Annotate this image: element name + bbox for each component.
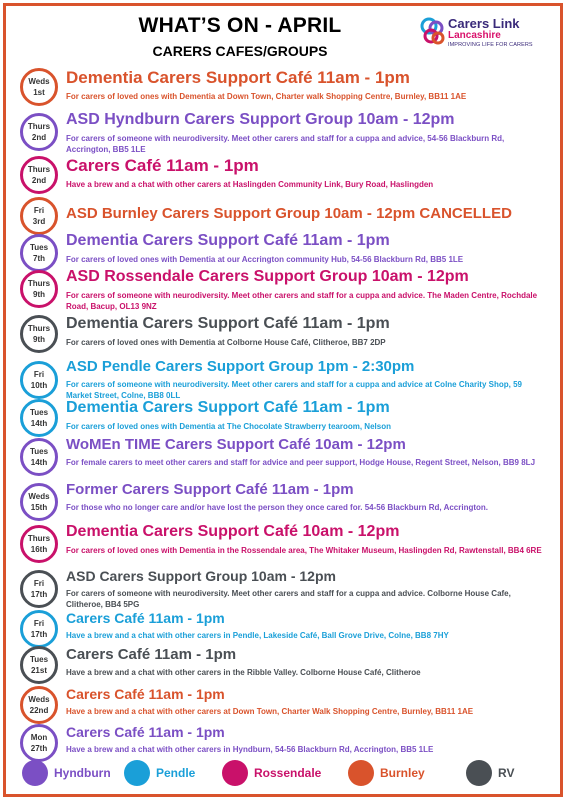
event-title: ASD Hyndburn Carers Support Group 10am - 12pm xyxy=(66,111,455,128)
date-badge-date: 27th xyxy=(30,744,48,753)
carers-link-logo-icon xyxy=(420,16,446,46)
date-badge xyxy=(20,234,58,272)
event-title: Carers Café 11am - 1pm xyxy=(66,724,225,740)
date-badge-date: 16th xyxy=(30,545,48,554)
event-title: Carers Café 11am - 1pm xyxy=(66,610,225,626)
event-title: WoMEn TIME Carers Support Café 10am - 12pm xyxy=(66,436,406,453)
date-badge xyxy=(20,570,58,608)
event-description: For carers of someone with neurodiversity. Meet other carers and staff for a cuppa and advice, 54-56 Blackburn Rd, Accrington, BB5 1LE xyxy=(66,134,505,154)
logo-region: Lancashire xyxy=(448,30,501,41)
date-badge-date: 1st xyxy=(33,88,45,97)
date-badge-date: 15th xyxy=(30,503,48,512)
event-description: For female carers to meet other carers and staff for advice and peer support, Hodge House, Regent Street, Nelson, BB9 8LJ xyxy=(66,458,536,467)
date-badge xyxy=(20,646,58,684)
date-badge-date: 9th xyxy=(33,335,45,344)
logo-tagline: IMPROVING LIFE FOR CARERS xyxy=(448,42,533,48)
date-badge-date: 14th xyxy=(30,458,48,467)
legend-swatch xyxy=(466,760,492,786)
event-description: For carers of someone with neurodiversity. Meet other carers and staff for a cuppa and advice. The Maden Centre, Rochdale Road, Bacup, OL13 9NZ xyxy=(66,291,538,311)
legend-label: Pendle xyxy=(156,766,196,780)
legend-swatch xyxy=(222,760,248,786)
event-title: Dementia Carers Support Café 11am - 1pm xyxy=(66,232,390,249)
event-title: ASD Burnley Carers Support Group 10am - 12pm CANCELLED xyxy=(66,205,512,222)
date-badge xyxy=(20,686,58,724)
date-badge-date: 2nd xyxy=(31,176,47,185)
legend-swatch xyxy=(22,760,48,786)
date-badge-date: 14th xyxy=(30,419,48,428)
date-badge-day: Tues xyxy=(29,243,49,252)
date-badge-day: Tues xyxy=(29,655,49,664)
date-badge xyxy=(20,610,58,648)
logo-name: Carers Link xyxy=(448,16,520,31)
legend-label: RV xyxy=(498,766,515,780)
event-description: Have a brew and a chat with other carers in Pendle, Lakeside Café, Ball Grove Drive, Colne, BB8 7HY xyxy=(66,631,449,640)
event-title: ASD Carers Support Group 10am - 12pm xyxy=(66,568,336,584)
carers-link-logo xyxy=(420,16,560,56)
legend-swatch xyxy=(348,760,374,786)
date-badge-day: Thurs xyxy=(27,324,51,333)
event-description: For carers of someone with neurodiversity. Meet other carers and staff for a cuppa and advice at Colne Charity Shop, 59 Market Street, Colne, BB8 0LL xyxy=(66,380,522,400)
date-badge xyxy=(20,399,58,437)
date-badge xyxy=(20,361,58,399)
date-badge-day: Weds xyxy=(28,77,50,86)
legend-label: Burnley xyxy=(380,766,425,780)
date-badge-day: Thurs xyxy=(27,534,51,543)
date-badge xyxy=(20,68,58,106)
event-title: Dementia Carers Support Café 11am - 1pm xyxy=(66,68,410,87)
date-badge-day: Tues xyxy=(29,447,49,456)
event-title: Dementia Carers Support Café 11am - 1pm xyxy=(66,315,390,332)
event-description: Have a brew and a chat with other carers at Haslingden Community Link, Bury Road, Haslingden xyxy=(66,180,434,189)
date-badge-date: 9th xyxy=(33,290,45,299)
event-description: For carers of loved ones with Dementia in the Rossendale area, The Whitaker Museum, Haslingden Rd, Rawtenstall, BB4 6RE xyxy=(66,546,542,555)
event-description: For those who no longer care and/or have lost the person they once cared for. 54-56 Blackburn Rd, Accrington. xyxy=(66,503,489,512)
date-badge-date: 17th xyxy=(30,630,48,639)
date-badge-day: Tues xyxy=(29,408,49,417)
date-badge xyxy=(20,197,58,235)
date-badge xyxy=(20,525,58,563)
date-badge-date: 2nd xyxy=(31,133,47,142)
event-description: Have a brew and a chat with other carers in the Ribble Valley. Colborne House Café, Clitheroe xyxy=(66,668,421,677)
date-badge xyxy=(20,483,58,521)
legend-swatch xyxy=(124,760,150,786)
event-description: For carers of loved ones with Dementia at Colborne House Café, Clitheroe, BB7 2DP xyxy=(66,338,386,347)
date-badge-date: 7th xyxy=(33,254,45,263)
date-badge-day: Weds xyxy=(28,492,50,501)
event-title: ASD Rossendale Carers Support Group 10am - 12pm xyxy=(66,268,469,285)
date-badge-day: Thurs xyxy=(27,165,51,174)
event-title: Carers Café 11am - 1pm xyxy=(66,646,237,663)
date-badge xyxy=(20,156,58,194)
date-badge xyxy=(20,113,58,151)
date-badge-date: 3rd xyxy=(32,217,46,226)
date-badge xyxy=(20,270,58,308)
date-badge-date: 21st xyxy=(30,666,47,675)
date-badge-day: Mon xyxy=(30,733,48,742)
event-title: Former Carers Support Café 11am - 1pm xyxy=(66,481,354,498)
page-subtitle: CARERS CAFES/GROUPS xyxy=(152,43,328,59)
date-badge xyxy=(20,315,58,353)
date-badge-day: Weds xyxy=(28,695,50,704)
event-description: For carers of loved ones with Dementia at our Accrington community Hub, 54-56 Blackburn Rd, BB5 1LE xyxy=(66,255,464,264)
event-title: ASD Pendle Carers Support Group 1pm - 2:30pm xyxy=(66,358,415,375)
legend-label: Rossendale xyxy=(254,766,322,780)
date-badge-day: Fri xyxy=(33,579,45,588)
date-badge-date: 17th xyxy=(30,590,48,599)
legend-label: Hyndburn xyxy=(54,766,111,780)
date-badge-day: Fri xyxy=(33,370,45,379)
event-title: Carers Café 11am - 1pm xyxy=(66,686,225,702)
event-title: Dementia Carers Support Café 11am - 1pm xyxy=(66,399,390,416)
date-badge-day: Fri xyxy=(33,619,45,628)
date-badge-day: Thurs xyxy=(27,279,51,288)
event-description: For carers of loved ones with Dementia at The Chocolate Strawberry tearoom, Nelson xyxy=(66,422,391,431)
date-badge-date: 22nd xyxy=(29,706,49,715)
event-description: Have a brew and a chat with other carers in Hyndburn, 54-56 Blackburn Rd, Accrington, BB5 1LE xyxy=(66,745,434,754)
event-description: Have a brew and a chat with other carers at Down Town, Charter Walk Shopping Centre, Burnley, BB11 1AE xyxy=(66,707,474,716)
date-badge xyxy=(20,724,58,762)
date-badge xyxy=(20,438,58,476)
event-title: Dementia Carers Support Café 10am - 12pm xyxy=(66,523,400,540)
event-title: Carers Café 11am - 1pm xyxy=(66,156,259,175)
event-description: For carers of someone with neurodiversity. Meet other carers and staff for a cuppa and advice. Colborne House Cafe, Clitheroe, BB4 5PG xyxy=(66,589,511,609)
event-description: For carers of loved ones with Dementia at Down Town, Charter walk Shopping Centre, Burnley, BB11 1AE xyxy=(66,92,467,101)
date-badge-day: Thurs xyxy=(27,122,51,131)
date-badge-day: Fri xyxy=(33,206,45,215)
date-badge-date: 10th xyxy=(30,381,48,390)
page-title: WHAT’S ON - APRIL xyxy=(138,14,342,37)
